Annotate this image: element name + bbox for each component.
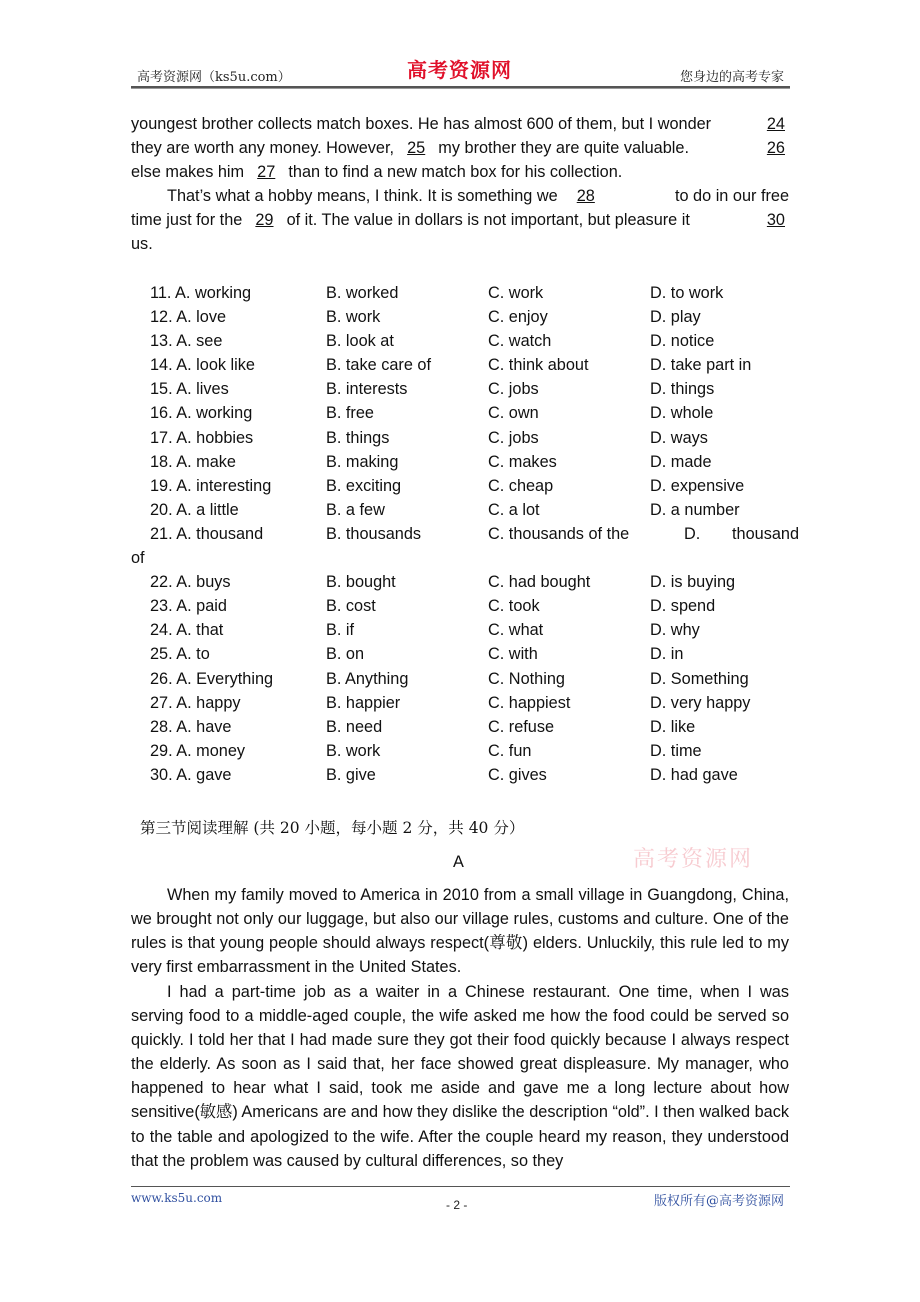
option-d: D. like xyxy=(650,717,696,736)
passage-label: A xyxy=(453,853,464,871)
option-row-29 xyxy=(131,739,791,763)
option-b: B. give xyxy=(326,765,376,784)
option-a: 19. A. interesting xyxy=(150,476,272,495)
option-a: 28. A. have xyxy=(150,717,232,736)
option-d: D. Something xyxy=(650,669,749,688)
option-b: B. if xyxy=(326,621,355,640)
cloze-line xyxy=(131,112,789,136)
option-d: D. whole xyxy=(650,404,714,423)
footer-site-link[interactable]: www.ks5u.com xyxy=(131,1191,223,1205)
option-b: B. work xyxy=(326,308,381,327)
option-c: C. thousands of the xyxy=(488,524,630,543)
passage-paragraph-2: I had a part-time job as a waiter in a Chinese restaurant. One time, when I was serving food to a middle-aged couple, the wife asked me how the food could be served so quickly. I told her that I had made sure they got their food quickly because I always respect the elderly. As soon as I said that, her face showed great displeasure. My manager, who happened to hear what I said, took me aside and gave me a long lecture about how sensitive(敏感) Americans are and how they dislike the description “old”. I then walked back to the table and apologized to the wife. After the couple heard my reason, they understood that the problem was caused by cultural differences, so they xyxy=(131,983,789,1170)
option-row-24 xyxy=(131,618,791,642)
cloze-line xyxy=(131,208,789,232)
blank-28: 28 xyxy=(576,187,595,205)
option-row-23 xyxy=(131,594,791,618)
option-c: C. gives xyxy=(488,765,547,784)
option-d: D. things xyxy=(650,380,715,399)
passage-paragraph-1: When my family moved to America in 2010 from a small village in Guangdong, China, we brought not only our luggage, but also our village rules, customs and culture. One of the rules is that young people should always respect(尊敬) elders. Unluckily, this rule led to my very first embarrassment in the United States. xyxy=(131,886,789,977)
cloze-paragraph-2 xyxy=(131,184,789,256)
option-d: D. notice xyxy=(650,332,715,351)
option-row-20 xyxy=(131,498,791,522)
watermark-logo: 高考资源网 xyxy=(633,847,754,872)
option-row-25 xyxy=(131,642,791,666)
option-row-18 xyxy=(131,450,791,474)
option-row-17 xyxy=(131,426,791,450)
option-row-12 xyxy=(131,305,791,329)
option-b: B. exciting xyxy=(326,476,402,495)
option-d-wrap: of xyxy=(131,549,145,568)
option-c: C. took xyxy=(488,597,540,616)
option-c: C. jobs xyxy=(488,428,539,447)
option-a: 22. A. buys xyxy=(150,573,231,592)
option-row-22 xyxy=(131,570,791,594)
cloze-line xyxy=(131,184,789,208)
option-d: thousand xyxy=(732,524,799,543)
option-d: D. time xyxy=(650,741,702,760)
option-d: D. play xyxy=(650,308,701,327)
cloze-text: than to find a new match box for his collection. xyxy=(288,163,623,182)
option-a: 24. A. that xyxy=(150,621,224,640)
blank-29: 29 xyxy=(255,211,274,230)
option-d: D. ways xyxy=(650,428,708,447)
option-b: B. bought xyxy=(326,573,396,592)
option-a: 12. A. love xyxy=(150,308,227,327)
option-row-19 xyxy=(131,474,791,498)
option-a: 27. A. happy xyxy=(150,693,241,712)
option-a: 13. A. see xyxy=(150,332,223,351)
option-row-14 xyxy=(131,353,791,377)
option-row-16 xyxy=(131,401,791,425)
option-a: 25. A. to xyxy=(150,645,210,664)
option-row-21 xyxy=(131,522,799,546)
option-d: D. why xyxy=(650,621,700,640)
option-d: D. a number xyxy=(650,500,740,519)
option-b: B. free xyxy=(326,404,374,423)
blank-26: 26 xyxy=(766,139,785,158)
option-a: 14. A. look like xyxy=(150,356,255,375)
option-row-30 xyxy=(131,763,791,787)
cloze-text: to do in our free xyxy=(674,187,789,205)
option-b: B. look at xyxy=(326,332,394,351)
option-a: 21. A. thousand xyxy=(150,524,264,543)
cloze-text: us. xyxy=(131,235,153,254)
option-d: D. is buying xyxy=(650,573,736,592)
cloze-line xyxy=(131,232,789,256)
section-title: 第三节阅读理解 (共 20 小题，每小题 2 分，共 40 分） xyxy=(140,819,525,837)
cloze-text: time just for the 29 of it. The value in dollars is not important, but pleasure it xyxy=(131,208,690,232)
blank-27: 27 xyxy=(257,163,276,182)
option-b: B. a few xyxy=(326,500,385,519)
option-d-label: D. xyxy=(684,524,701,543)
option-a: 29. A. money xyxy=(150,741,246,760)
option-a: 30. A. gave xyxy=(150,765,232,784)
option-c: C. what xyxy=(488,621,544,640)
blank-30: 30 xyxy=(766,211,785,230)
footer-copyright: 版权所有@高考资源网 xyxy=(653,1194,784,1209)
option-c: C. enjoy xyxy=(488,308,548,327)
option-b: B. on xyxy=(326,645,365,664)
option-d: D. spend xyxy=(650,597,716,616)
page-header xyxy=(131,52,790,88)
option-b: B. work xyxy=(326,741,381,760)
option-c: C. cheap xyxy=(488,476,554,495)
option-row-27 xyxy=(131,691,791,715)
option-c: C. Nothing xyxy=(488,669,565,688)
option-a: 18. A. make xyxy=(150,452,236,471)
cloze-text: youngest brother collects match boxes. He has almost 600 of them, but I wonder xyxy=(131,115,712,133)
option-d: D. expensive xyxy=(650,476,745,495)
option-row-15 xyxy=(131,377,791,401)
option-row-26 xyxy=(131,667,791,691)
option-d: D. very happy xyxy=(650,693,751,712)
option-c: C. had bought xyxy=(488,573,591,592)
option-row-13 xyxy=(131,329,791,353)
option-c: C. with xyxy=(488,645,538,664)
option-c: C. jobs xyxy=(488,380,539,399)
option-b: B. thousands xyxy=(326,524,422,543)
option-b: B. need xyxy=(326,717,383,736)
option-c: C. happiest xyxy=(488,693,571,712)
option-d: D. take part in xyxy=(650,356,752,375)
option-c: C. a lot xyxy=(488,500,540,519)
option-a: 20. A. a little xyxy=(150,500,239,519)
option-d: D. had gave xyxy=(650,765,738,784)
option-row-21-wrap xyxy=(131,546,791,570)
option-row-28 xyxy=(131,715,791,739)
option-d: D. in xyxy=(650,645,684,664)
option-c: C. makes xyxy=(488,452,557,471)
option-b: B. things xyxy=(326,428,390,447)
cloze-line xyxy=(131,160,789,184)
cloze-text: they are worth any money. However, 25 my brother they are quite valuable. xyxy=(131,136,689,160)
option-b: B. happier xyxy=(326,693,401,712)
option-a: 16. A. working xyxy=(150,404,253,423)
cloze-line xyxy=(131,136,789,160)
header-divider xyxy=(131,86,790,89)
option-row-11 xyxy=(131,281,791,305)
cloze-text: else makes him xyxy=(131,163,245,182)
cloze-paragraph-1 xyxy=(131,112,789,184)
option-a: 23. A. paid xyxy=(150,597,227,616)
option-c: C. fun xyxy=(488,741,532,760)
option-c: C. watch xyxy=(488,332,552,351)
header-slogan: 您身边的高考专家 xyxy=(679,70,784,85)
header-site-name: 高考资源网（ks5u.com） xyxy=(137,70,291,85)
option-b: B. Anything xyxy=(326,669,409,688)
option-a: 11. A. working xyxy=(150,284,252,302)
blank-25: 25 xyxy=(407,139,426,158)
option-b: B. cost xyxy=(326,597,376,616)
option-c: C. own xyxy=(488,404,539,423)
option-b: B. take care of xyxy=(326,356,431,375)
option-a: 26. A. Everything xyxy=(150,669,274,688)
option-b: B. making xyxy=(326,452,399,471)
header-logo: 高考资源网 xyxy=(407,58,512,82)
answer-options xyxy=(131,281,799,787)
option-d: D. made xyxy=(650,452,712,471)
option-c: C. work xyxy=(488,284,544,302)
option-c: C. think about xyxy=(488,356,589,375)
blank-24: 24 xyxy=(766,115,785,133)
option-d: D. to work xyxy=(650,284,724,302)
cloze-text: That’s what a hobby means, I think. It is something we 28 xyxy=(167,184,605,208)
footer-divider xyxy=(131,1186,790,1187)
option-a: 15. A. lives xyxy=(150,380,229,399)
page-number: - 2 - xyxy=(446,1198,468,1212)
option-a: 17. A. hobbies xyxy=(150,428,254,447)
option-b: B. worked xyxy=(326,284,399,302)
option-c: C. refuse xyxy=(488,717,555,736)
option-b: B. interests xyxy=(326,380,408,399)
